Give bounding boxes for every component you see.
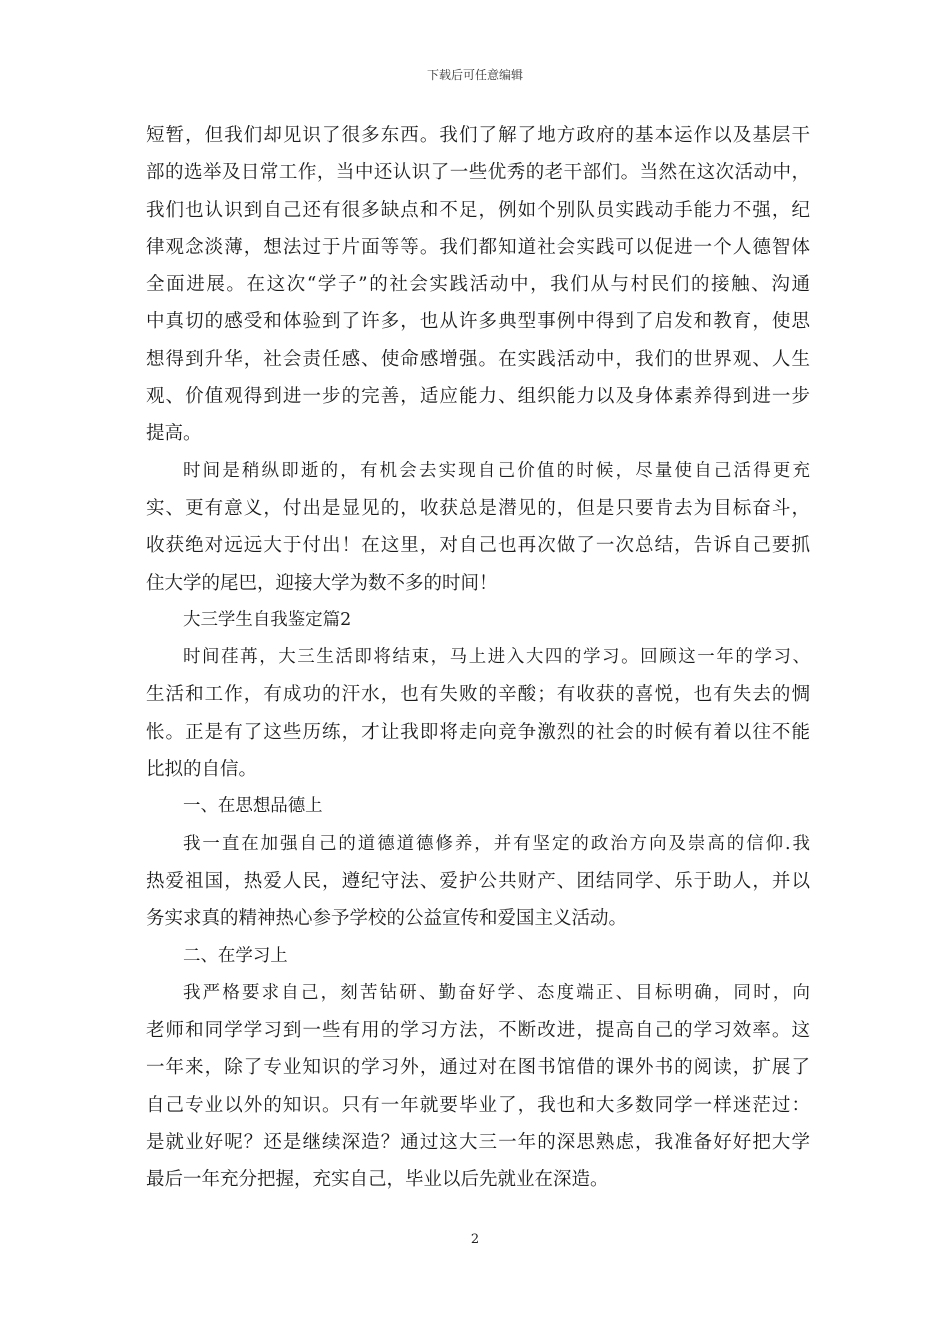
text-line: 短暂，但我们却见识了很多东西。我们了解了地方政府的基本运作以及基层干: [146, 125, 810, 146]
paragraph: [146, 602, 810, 639]
text-line: 律观念淡薄，想法过于片面等等。我们都知道社会实践可以促进一个人德智体: [146, 236, 810, 258]
text-line: 比拟的自信。: [146, 759, 258, 781]
paragraph: [146, 826, 810, 938]
text-line: 是就业好呢？还是继续深造？通过这大三一年的深思熟虑，我准备好好把大学: [146, 1132, 810, 1154]
text-line: 时间荏苒，大三生活即将结束，马上进入大四的学习。回顾这一年的学习、: [183, 647, 810, 668]
text-line: 全面进展。在这次“学子”的社会实践活动中，我们从与村民们的接触、沟通: [146, 274, 810, 296]
text-line: 怅。正是有了这些历练，才让我即将走向竞争激烈的社会的时候有着以往不能: [146, 721, 810, 743]
text-line: 自己专业以外的知识。只有一年就要毕业了，我也和大多数同学一样迷茫过：: [146, 1094, 810, 1116]
text-line: 我严格要求自己，刻苦钻研、勤奋好学、态度端正、目标明确，同时，向: [183, 982, 810, 1003]
text-line: 我们也认识到自己还有很多缺点和不足，例如个别队员实践动手能力不强，纪: [146, 199, 810, 221]
text-line: 热爱祖国，热爱人民，遵纪守法、爱护公共财产、团结同学、乐于助人，并以: [146, 870, 810, 892]
text-line: 时间是稍纵即逝的，有机会去实现自己价值的时候，尽量使自己活得更充: [183, 460, 810, 481]
paragraph: [146, 117, 810, 453]
text-line: 一年来，除了专业知识的学习外，通过对在图书馆借的课外书的阅读，扩展了: [146, 1057, 810, 1079]
paragraph: [146, 639, 810, 788]
text-line: 二、在学习上: [183, 945, 288, 966]
text-line: 我一直在加强自己的道德道德修养，并有坚定的政治方向及崇高的信仰.我: [183, 833, 810, 854]
text-line: 中真切的感受和体验到了许多，也从许多典型事例中得到了启发和教育，使思: [146, 311, 810, 333]
document-body: [146, 117, 810, 1199]
paragraph: [146, 453, 810, 602]
text-line: 收获绝对远远大于付出！在这里，对自己也再次做了一次总结，告诉自己要抓: [146, 535, 810, 557]
text-line: 实、更有意义，付出是显见的，收获总是潜见的，但是只要肯去为目标奋斗，: [146, 497, 810, 519]
paragraph: [146, 938, 810, 975]
text-line: 想得到升华，社会责任感、使命感增强。在实践活动中，我们的世界观、人生: [146, 348, 810, 370]
text-line: 最后一年充分把握，充实自己，毕业以后先就业在深造。: [146, 1169, 609, 1191]
text-line: 提高。: [146, 423, 202, 445]
text-line: 观、价值观得到进一步的完善，适应能力、组织能力以及身体素养得到进一步: [146, 386, 810, 408]
text-line: 生活和工作，有成功的汗水，也有失败的辛酸；有收获的喜悦，也有失去的惆: [146, 684, 810, 706]
text-line: 部的选举及日常工作，当中还认识了一些优秀的老干部们。当然在这次活动中，: [146, 162, 810, 184]
text-line: 务实求真的精神热心参予学校的公益宣传和爱国主义活动。: [146, 908, 628, 930]
paragraph: [146, 788, 810, 825]
page-number: 2: [470, 1232, 480, 1247]
text-line: 大三学生自我鉴定篇2: [183, 609, 352, 630]
paragraph: [146, 975, 810, 1199]
page-header: 下载后可任意编辑: [426, 68, 523, 82]
text-line: 住大学的尾巴，迎接大学为数不多的时间！: [146, 572, 498, 594]
text-line: 老师和同学学习到一些有用的学习方法，不断改进，提高自己的学习效率。这: [146, 1020, 810, 1042]
text-line: 一、在思想品德上: [183, 796, 323, 817]
